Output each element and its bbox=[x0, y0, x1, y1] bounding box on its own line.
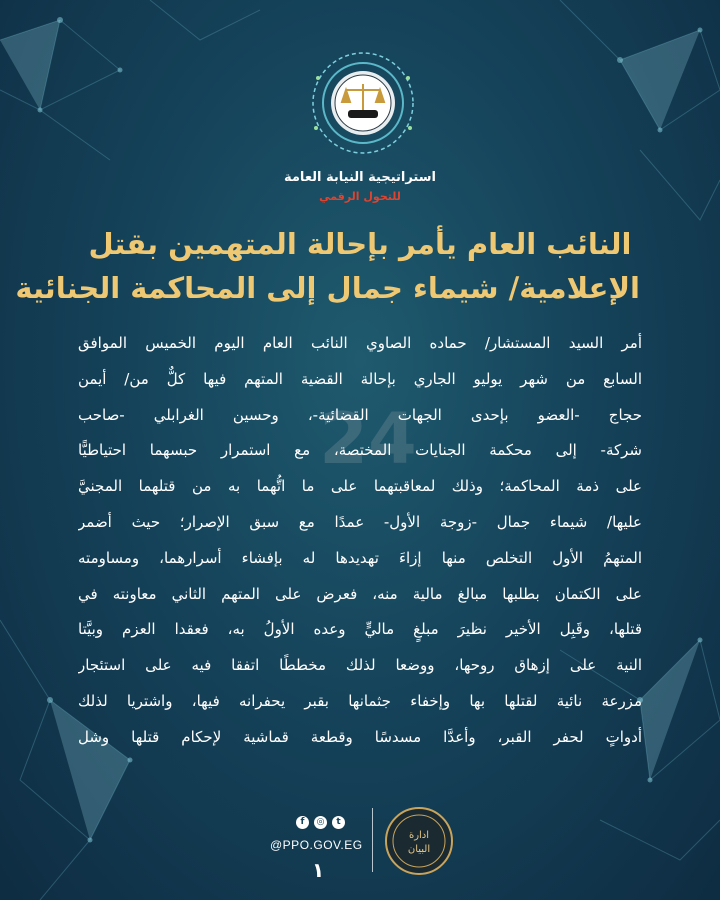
article-body bbox=[78, 326, 642, 756]
body-line: السابع من شهر يوليو الجاري بإحالة القضية المتهم فيها كلٌّ من/ أيمن bbox=[78, 369, 642, 388]
body-line: النية على إزهاق روحها، ووضعا لذلك مخططًا اتفقا فيه على استئجار bbox=[78, 656, 642, 675]
social-icons bbox=[296, 816, 345, 829]
body-line: أمر السيد المستشار/ حماده الصاوي النائب العام اليوم الخميس الموافق bbox=[78, 334, 642, 352]
headline bbox=[15, 222, 640, 310]
instagram-icon[interactable]: ◎ bbox=[314, 816, 327, 829]
page-number: ١ bbox=[312, 858, 325, 882]
facebook-icon[interactable]: f bbox=[296, 816, 309, 829]
footer-divider bbox=[372, 808, 373, 872]
headline-line-1: النائب العام يأمر بإحالة المتهمين بقتل bbox=[88, 227, 632, 261]
body-line: على الكتمان بطلبها مبالغ مالية منه، فعرض على المتهم الثاني معاونته في bbox=[78, 584, 642, 603]
body-line: أدواتٍ لحفر القبر، وأعدَّا مسدسًا وقطعة قماشية لإحكام قتلها وشل bbox=[78, 727, 642, 746]
headline-line-2: الإعلامية/ شيماء جمال إلى المحاكمة الجنائية bbox=[15, 271, 640, 305]
website-handle[interactable]: @PPO.GOV.EG bbox=[270, 838, 363, 852]
org-subtitle: للتحول الرقمي bbox=[319, 190, 401, 203]
body-line: حجاج -العضو بإحدى الجهات القضائية-، وحسين الغرابلي -صاحب bbox=[78, 405, 642, 424]
body-line: المتهمُ الأول التخلص منها إزاءَ تهديدها له بإفشاء أسرارهما، ومساومته bbox=[78, 548, 642, 567]
media-department-seal bbox=[384, 806, 454, 876]
body-line: شركة- إلى محكمة الجنايات المختصة، مع استمرار حبسهما احتياطيًّا bbox=[78, 441, 642, 460]
body-line: قتلها، وقَبِل الأخير نظيرَ مبلغٍ ماليٍّ وعده الأولُ به، فعقدا العزم وبيَّتا bbox=[78, 620, 642, 639]
body-line: عليها/ شيماء جمال -زوجة الأول- عمدًا مع سبق الإصرار؛ حيث أضمر bbox=[78, 512, 642, 531]
watermark: 24 bbox=[319, 398, 417, 480]
body-line: مزرعة نائية لقتلها بها وإخفاء جثمانها بقبر يحفرانه فيها، واشتريا لذلك bbox=[78, 691, 642, 710]
org-name: استراتيجية النيابة العامة bbox=[284, 170, 436, 185]
seal-text-top: ادارة bbox=[408, 830, 430, 841]
body-line: على ذمة المحاكمة؛ وذلك لمعاقبتهما على ما اتُّهما به من قتلهما المجنيَّ bbox=[78, 477, 642, 496]
scales-of-justice-logo bbox=[308, 48, 418, 158]
seal-text-bottom: البيان bbox=[407, 844, 431, 855]
twitter-icon[interactable]: t bbox=[332, 816, 345, 829]
